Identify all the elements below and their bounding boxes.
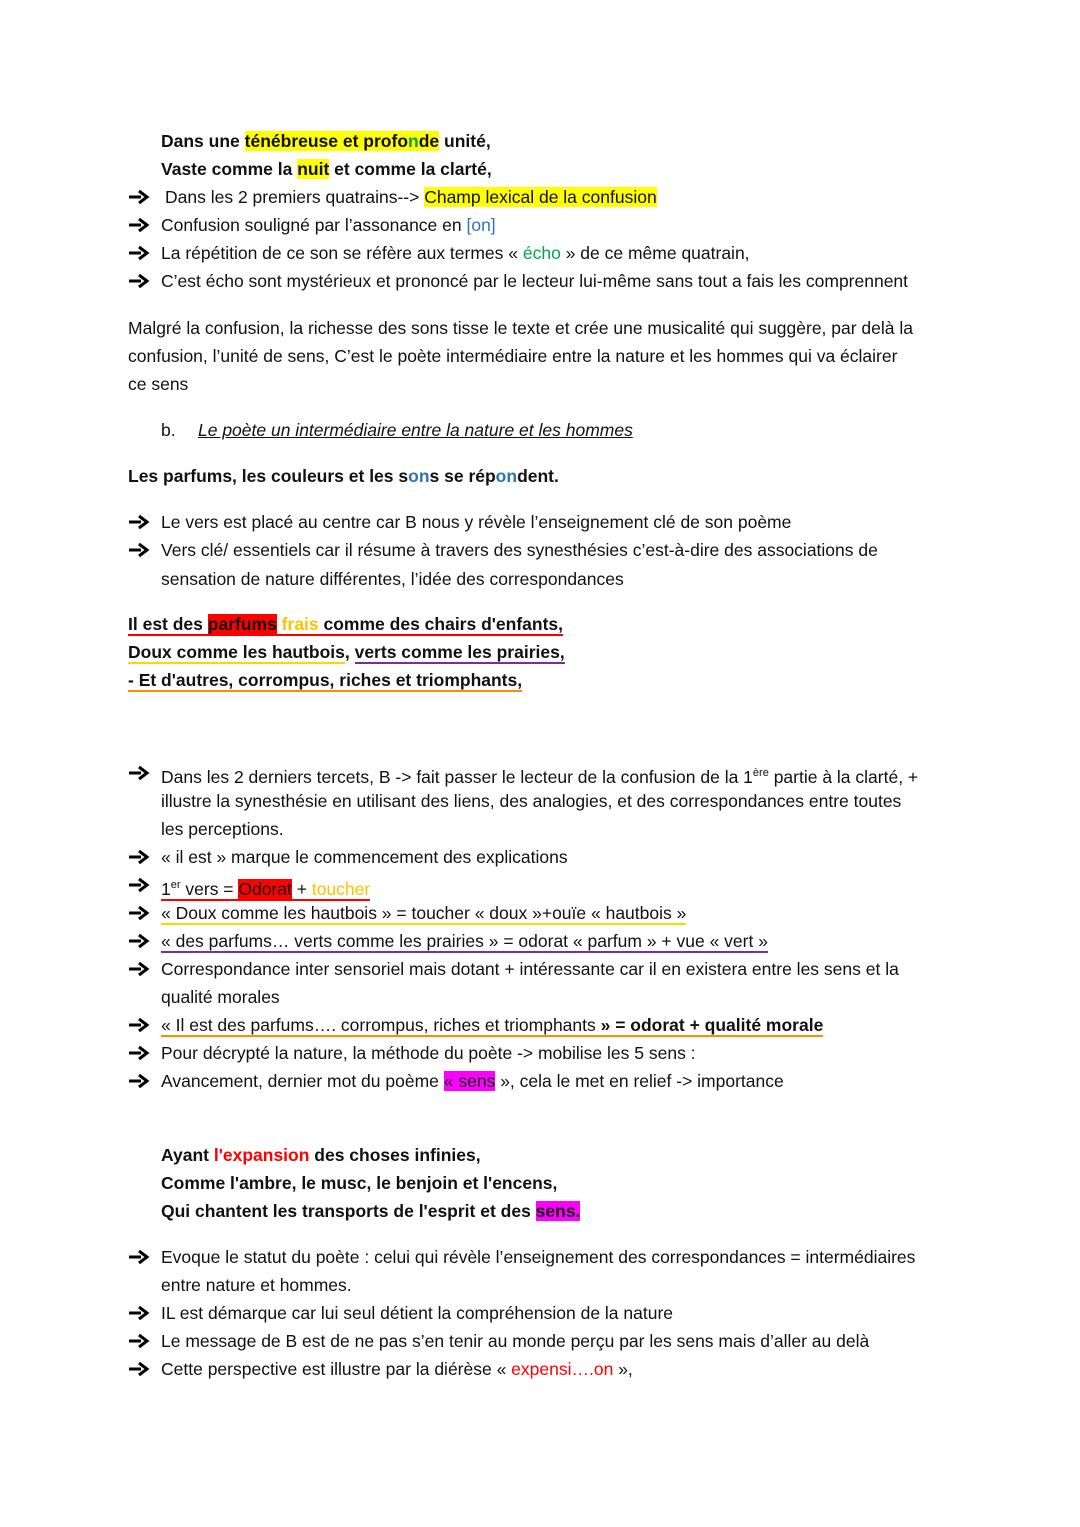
arrow-bullet-icon <box>128 877 150 893</box>
arrow-bullet-icon <box>128 542 150 558</box>
quote1-line2: Vaste comme la nuit et comme la clarté, <box>161 159 492 179</box>
bullet-corrompus: « Il est des parfums…. corrompus, riches et triomphants » = odorat + qualité morale <box>161 1015 824 1035</box>
bullet-inter-sensoriel-cont: qualité morales <box>161 987 280 1007</box>
arrow-bullet-icon <box>128 514 150 530</box>
bullet-doux: « Doux comme les hautbois » = toucher « doux »+ouïe « hautbois » <box>161 903 687 923</box>
bullet-verts: « des parfums… verts comme les prairies » = odorat « parfum » + vue « vert » <box>161 931 768 951</box>
bullet-statut-cont: entre nature et hommes. <box>161 1275 352 1295</box>
bullet-echo: C’est écho sont mystérieux et prononcé par le lecteur lui-même sans tout a fais les comprennent <box>161 271 909 291</box>
quote4-line1: Ayant l'expansion des choses infinies, <box>161 1145 481 1165</box>
section-letter: b. <box>161 420 176 440</box>
quote3-line3: - Et d'autres, corrompus, riches et triomphants, <box>128 670 523 690</box>
arrow-bullet-icon <box>128 1305 150 1321</box>
arrow-bullet-icon <box>128 1361 150 1377</box>
bullet-premier-vers: 1er vers = Odorat + toucher <box>161 878 371 899</box>
arrow-bullet-icon <box>128 933 150 949</box>
paragraph-line: Malgré la confusion, la richesse des sons tisse le texte et crée une musicalité qui suggère, par delà la <box>128 318 914 338</box>
bullet-tercets-cont: les perceptions. <box>161 819 284 839</box>
arrow-bullet-icon <box>128 273 150 289</box>
arrow-bullet-icon <box>128 1017 150 1033</box>
bullet-statut: Evoque le statut du poète : celui qui révèle l’enseignement des correspondances = intermédiaires <box>161 1247 916 1267</box>
quote1-line1: Dans une ténébreuse et profonde unité, <box>161 131 491 151</box>
quote3-line1: Il est des parfums frais comme des chairs d'enfants, <box>128 614 564 634</box>
verse-correspondances: Les parfums, les couleurs et les sons se répondent. <box>128 466 559 486</box>
bullet-vers-cle: Vers clé/ essentiels car il résume à travers des synesthésies c’est-à-dire des associations de <box>161 540 878 560</box>
bullet-dierese: Cette perspective est illustre par la diérèse « expensi….on », <box>161 1359 633 1379</box>
bullet-tercets-cont: illustre la synesthésie en utilisant des liens, des analogies, et des correspondances entre toutes <box>161 791 902 811</box>
arrow-bullet-icon <box>128 1333 150 1349</box>
bullet-champ-lexical: Dans les 2 premiers quatrains--> Champ lexical de la confusion <box>165 187 657 207</box>
bullet-inter-sensoriel: Correspondance inter sensoriel mais dotant + intéressante car il en existera entre les sens et la <box>161 959 899 979</box>
bullet-vers-cle-cont: sensation de nature différentes, l’idée des correspondances <box>161 569 624 589</box>
bullet-il-est: « il est » marque le commencement des explications <box>161 847 568 867</box>
arrow-bullet-icon <box>128 905 150 921</box>
bullet-message: Le message de B est de ne pas s’en tenir au monde perçu par les sens mais d’aller au delà <box>161 1331 870 1351</box>
section-title: Le poète un intermédiaire entre la nature et les hommes <box>198 420 633 440</box>
bullet-tercets: Dans les 2 derniers tercets, B -> fait passer le lecteur de la confusion de la 1ère partie à la clarté, + <box>161 766 919 787</box>
arrow-bullet-icon <box>128 849 150 865</box>
quote4-line2: Comme l'ambre, le musc, le benjoin et l'encens, <box>161 1173 558 1193</box>
bullet-assonance: Confusion souligné par l’assonance en [on] <box>161 215 496 235</box>
arrow-bullet-icon <box>128 1249 150 1265</box>
quote3-line2: Doux comme les hautbois, verts comme les prairies, <box>128 642 565 662</box>
arrow-bullet-icon <box>128 1045 150 1061</box>
paragraph-line: ce sens <box>128 374 189 394</box>
bullet-vers-centre: Le vers est placé au centre car B nous y révèle l’enseignement clé de son poème <box>161 512 792 532</box>
arrow-bullet-icon <box>128 765 150 781</box>
quote4-line3: Qui chantent les transports de l'esprit et des sens. <box>161 1201 581 1221</box>
bullet-dernier-mot: Avancement, dernier mot du poème « sens », cela le met en relief -> importance <box>161 1071 784 1091</box>
arrow-bullet-icon <box>128 189 150 205</box>
arrow-bullet-icon <box>128 1073 150 1089</box>
bullet-demarque: IL est démarque car lui seul détient la compréhension de la nature <box>161 1303 674 1323</box>
arrow-bullet-icon <box>128 217 150 233</box>
arrow-bullet-icon <box>128 961 150 977</box>
bullet-repetition: La répétition de ce son se réfère aux termes « écho » de ce même quatrain, <box>161 243 750 263</box>
bullet-methode: Pour décrypté la nature, la méthode du poète -> mobilise les 5 sens : <box>161 1043 696 1063</box>
arrow-bullet-icon <box>128 245 150 261</box>
paragraph-line: confusion, l’unité de sens, C’est le poète intermédiaire entre la nature et les hommes qui va éclairer <box>128 346 898 366</box>
